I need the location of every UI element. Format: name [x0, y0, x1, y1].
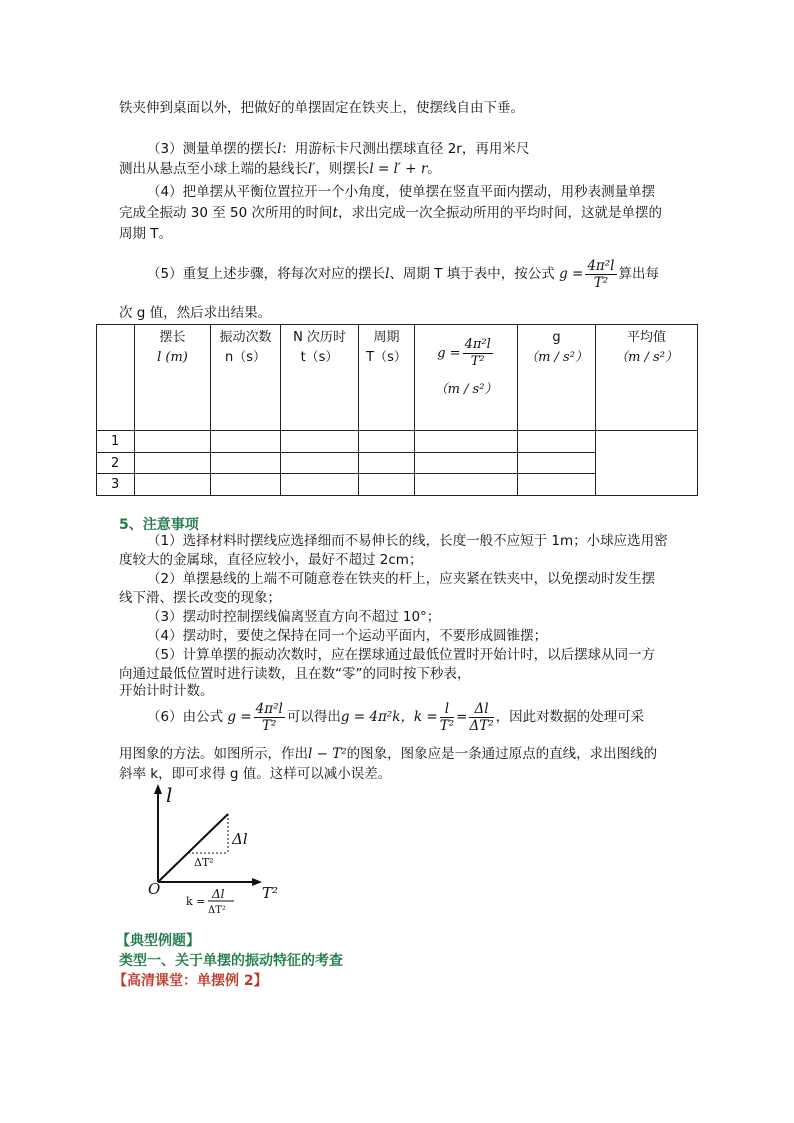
table-cell	[281, 474, 359, 496]
delta-l-label: Δl	[232, 830, 248, 848]
data-table	[96, 324, 698, 496]
table-cell	[135, 453, 211, 474]
table-cell	[359, 453, 415, 474]
formula-fraction: $\frac{\text{4π²l}}{\text{T²}}$	[255, 700, 283, 734]
k-label: k =	[186, 895, 206, 908]
header-length: 摆长 l (m)	[135, 325, 211, 431]
table-cell	[518, 474, 596, 496]
l-T2-graph	[146, 782, 306, 922]
x-axis-label: T²	[262, 884, 279, 902]
k-delta-fraction: $\frac{\Delta l}{\text{ΔT²}}$	[469, 700, 494, 734]
table-row-number: 2	[97, 453, 135, 474]
table-row-number: 3	[97, 474, 135, 496]
note-line: 线下滑、摆长改变的现象；	[119, 590, 281, 606]
x-axis-arrow	[252, 878, 262, 886]
step-4-line-3: 周期 T。	[119, 226, 173, 242]
table-cell	[359, 474, 415, 496]
table-cell	[518, 453, 596, 474]
step-6-line-3: 斜率 k，即可求得 g 值。这样可以减小误差。	[119, 766, 392, 782]
table-cell	[135, 474, 211, 496]
table-cell	[518, 431, 596, 453]
note-line: （3）摆动时控制摆线偏离竖直方向不超过 10°；	[147, 609, 441, 625]
table-average-cell	[596, 431, 698, 496]
header-period: 周期 T（s）	[359, 325, 415, 431]
k-den: ΔT²	[208, 905, 226, 916]
section-title-notes: 5、注意事项	[119, 517, 199, 533]
table-cell	[211, 431, 281, 453]
note-line: （1）选择材料时摆线应选择细而不易伸长的线，长度一般不应短于 1m；小球应选用密	[147, 533, 668, 549]
note-line: 向通过最低位置时进行读数，且在数“零”的同时按下秒表，	[119, 666, 471, 682]
k-fraction: $\frac{l}{\text{T²}}$	[439, 700, 455, 734]
delta-T2-label: ΔT²	[194, 856, 214, 869]
note-line: （4）摆动时，要使之保持在同一个运动平面内，不要形成圆锥摆；	[147, 628, 548, 644]
graph-line	[158, 814, 228, 882]
note-line: 度较大的金属球，直径应较小，最好不超过 2cm；	[119, 552, 423, 568]
table-cell	[281, 453, 359, 474]
y-axis-label: l	[166, 783, 173, 807]
step-6-line-2: 用图象的方法。如图所示，作出l − T²的图象，图象应是一条通过原点的直线，求出图线的	[119, 746, 658, 762]
step-3-line-1: （3）测量单摆的摆长l：用游标卡尺测出摆球直径 2r，再用米尺	[147, 141, 530, 157]
step-6-line-1: （6）由公式 g = $\frac{\text{4π²l}}{\text{T²}}$ 可以得出g = 4π²k，k = $\frac{l}{\text{T²}}$ = $\frac{\Delta l}{\text{ΔT²}}$ ，因此对数据的处理可采	[147, 700, 645, 734]
example-title: 【典型例题】	[116, 933, 200, 949]
table-cell	[211, 474, 281, 496]
header-average: 平均值 （m / s²）	[596, 325, 698, 431]
type-1-title: 类型一、关于单摆的振动特征的考查	[119, 953, 343, 969]
table-cell	[415, 431, 518, 453]
table-cell	[415, 453, 518, 474]
formula-fraction: $\frac{\text{4π²l}}{\text{T²}}$	[587, 257, 615, 291]
step-5-line-2: 次 g 值，然后求出结果。	[119, 305, 272, 321]
header-time: N 次历时 t（s）	[281, 325, 359, 431]
step-5-line-1: （5）重复上述步骤，将每次对应的摆长l、周期 T 填于表中，按公式 g = $\frac{\text{4π²l}}{\text{T²}}$ 算出每	[147, 257, 660, 291]
header-g-formula: g = $\frac{\text{4π²l}}{\text{T²}}$ （m / s²）	[415, 325, 518, 431]
step-4-line-2: 完成全振动 30 至 50 次所用的时间t，求出完成一次全振动所用的平均时间，这就是单摆的	[119, 205, 662, 221]
header-g: g （m / s²）	[518, 325, 596, 431]
table-cell	[211, 453, 281, 474]
note-line: 开始计时计数。	[119, 683, 214, 699]
table-cell	[135, 431, 211, 453]
step-3-line-2: 测出从悬点至小球上端的悬线长l′，则摆长l = l′ + r。	[119, 161, 441, 177]
header-count: 振动次数 n（s）	[211, 325, 281, 431]
paragraph-1: 铁夹伸到桌面以外，把做好的单摆固定在铁夹上，使摆线自由下垂。	[119, 100, 524, 116]
table-corner	[97, 325, 135, 431]
hd-classroom-link: 【高清课堂：单摆例 2】	[113, 973, 268, 989]
y-axis-arrow	[154, 784, 162, 794]
table-cell	[415, 474, 518, 496]
k-num: Δl	[212, 887, 225, 901]
table-formula-fraction: $\frac{\text{4π²l}}{\text{T²}}$	[464, 337, 491, 369]
table-cell	[281, 431, 359, 453]
table-cell	[359, 431, 415, 453]
origin-label: O	[148, 880, 161, 898]
table-row-number: 1	[97, 431, 135, 453]
note-line: （5）计算单摆的振动次数时，应在摆球通过最低位置时开始计时，以后摆球从同一方	[147, 647, 656, 663]
note-line: （2）单摆悬线的上端不可随意卷在铁夹的杆上，应夹紧在铁夹中，以免摆动时发生摆	[147, 571, 656, 587]
step-4-line-1: （4）把单摆从平衡位置拉开一个小角度，使单摆在竖直平面内摆动，用秒表测量单摆	[147, 184, 656, 200]
